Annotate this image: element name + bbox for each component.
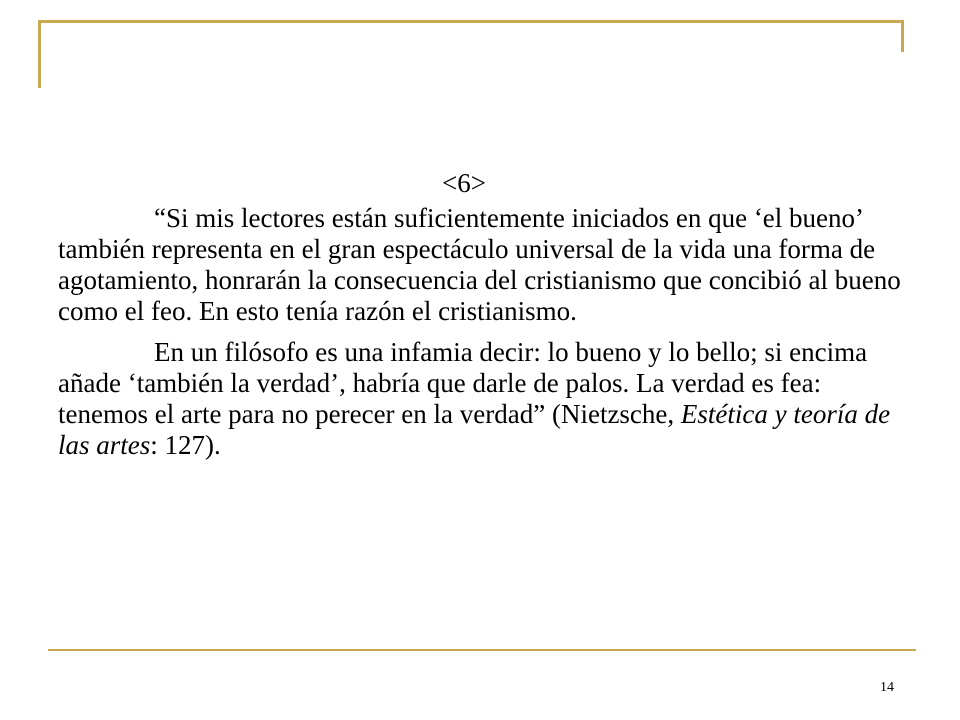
quote-paragraph-1: “Si mis lectores están suficientemente iniciados en que ‘el bueno’ también representa en el gran espectáculo universal de la vida una forma de agotamiento, honrarán la consecuencia del cristianismo que concibió al bueno como el feo. En esto tenía razón el cristianismo. <box>58 203 901 326</box>
quote-paragraph-2-text: En un filósofo es una infamia decir: lo bueno y lo bello; si encima añade ‘también la verdad’, habría que darle de palos. La verdad es fea: tenemos el arte para no perecer en la verdad” (Nietzsche, <box>58 337 868 429</box>
frame-left-rule <box>38 20 41 88</box>
section-number: <6> <box>442 168 486 198</box>
quote-paragraph-2 <box>58 337 910 461</box>
citation-title: Estética y teoría de las artes <box>58 399 891 460</box>
page-number: 14 <box>880 680 894 695</box>
slide-body <box>58 168 910 461</box>
frame-top-rule <box>38 20 904 23</box>
frame-right-rule <box>901 20 904 52</box>
citation-page: : 127). <box>150 430 221 460</box>
footer-rule <box>48 649 916 651</box>
